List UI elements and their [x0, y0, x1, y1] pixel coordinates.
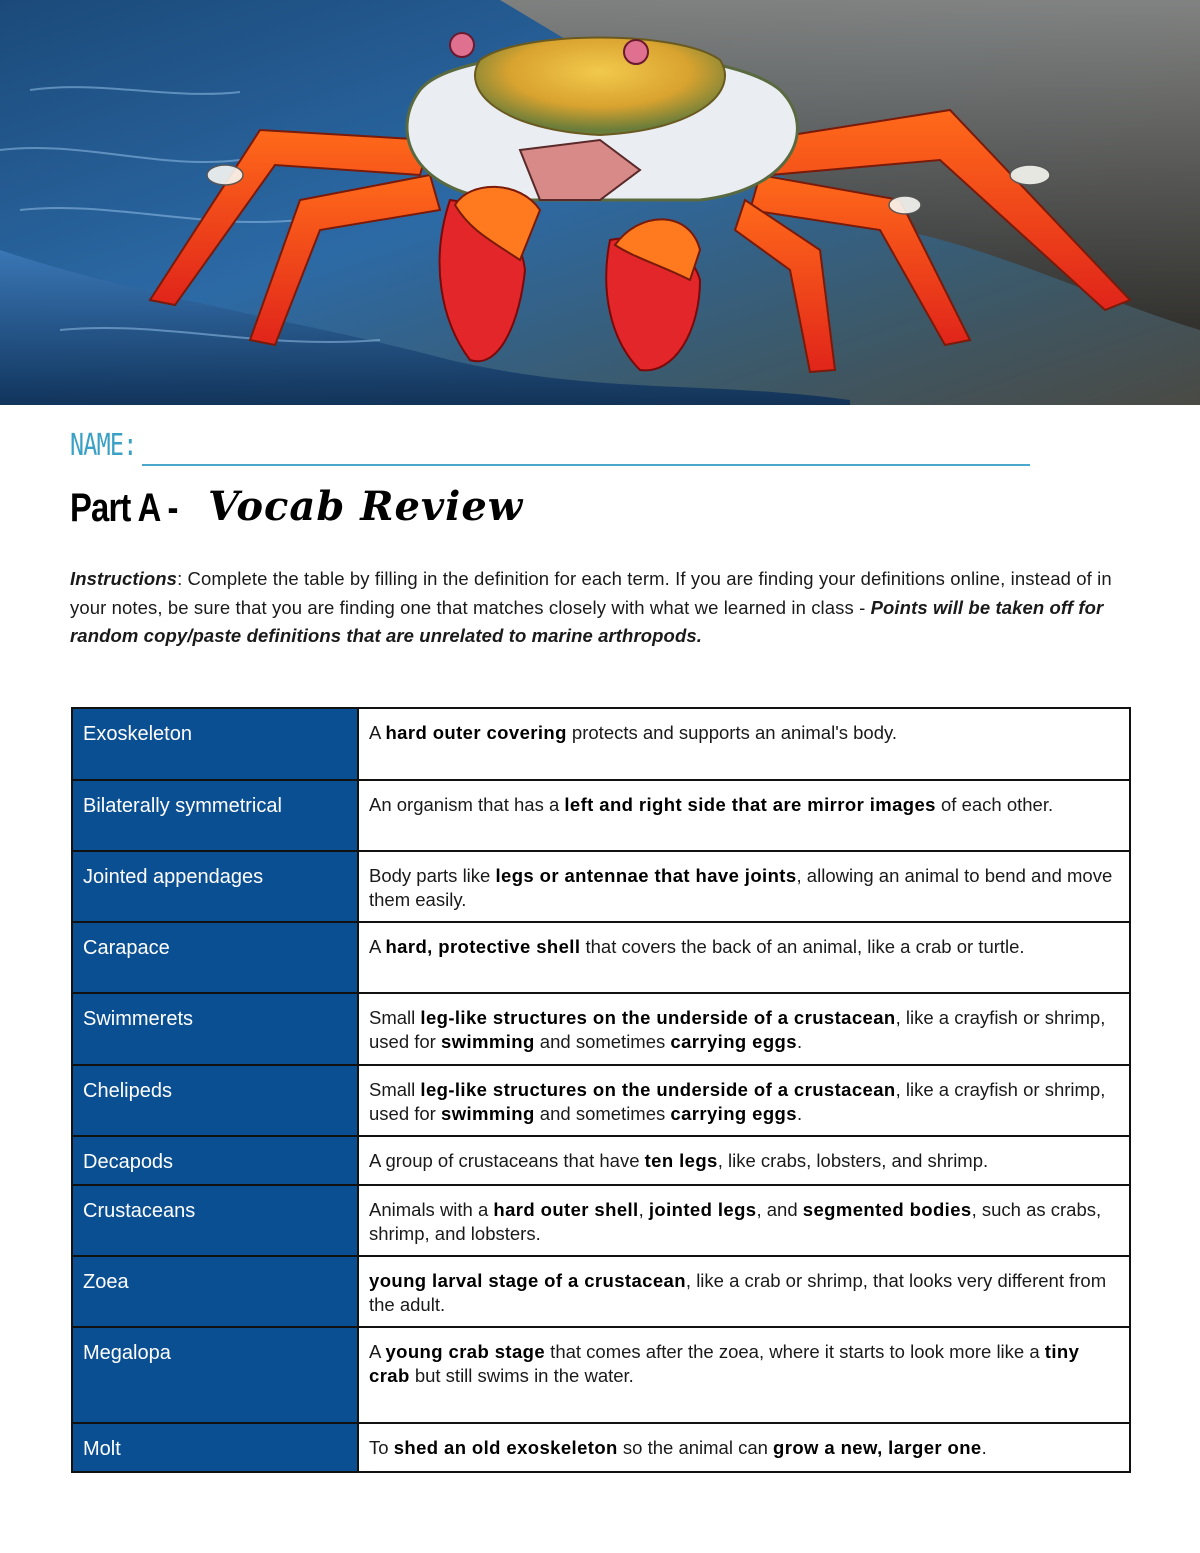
instructions-warning: Points will be taken off for random copy/paste definitions that are unrelated to marine arthropods. [70, 596, 1104, 646]
definition-cell[interactable] [358, 1423, 1130, 1472]
term-cell: Megalopa [72, 1327, 358, 1423]
table-row [72, 708, 1130, 780]
definition-text: , like a crayfish or shrimp, used for [369, 1007, 1106, 1052]
definition-text: and sometimes [534, 1031, 671, 1052]
definition-text: To [369, 1437, 394, 1458]
definition-bold-text: carrying eggs [670, 1031, 797, 1052]
definition-text: , like crabs, lobsters, and shrimp. [717, 1150, 989, 1171]
table-row [72, 1065, 1130, 1136]
definition-cell[interactable] [358, 1065, 1130, 1136]
definition-bold-text: leg-like structures on the underside of a crustacean [420, 1079, 896, 1100]
definition-text: An organism that has a [369, 794, 565, 815]
definition-text: Body parts like [369, 865, 496, 886]
definition-text: Small [369, 1007, 421, 1028]
definition-cell[interactable] [358, 708, 1130, 780]
definition-cell[interactable] [358, 922, 1130, 993]
definition-text: but still swims in the water. [409, 1365, 634, 1386]
definition-bold-text: shed an old exoskeleton [393, 1437, 618, 1458]
definition-text: A [369, 1341, 386, 1362]
definition-text: , [638, 1199, 649, 1220]
term-cell: Crustaceans [72, 1185, 358, 1256]
definition-cell[interactable] [358, 851, 1130, 922]
definition-text: of each other. [935, 794, 1054, 815]
table-row [72, 1423, 1130, 1472]
table-row [72, 922, 1130, 993]
definition-bold-text: hard, protective shell [385, 936, 581, 957]
definition-text: so the animal can [617, 1437, 774, 1458]
title-script: Vocab Review [208, 483, 524, 530]
definition-bold-text: carrying eggs [670, 1103, 797, 1124]
definition-bold-text: legs or antennae that have joints [495, 865, 797, 886]
term-cell: Jointed appendages [72, 851, 358, 922]
definition-cell[interactable] [358, 1136, 1130, 1185]
definition-text: Animals with a [369, 1199, 494, 1220]
definition-text: , like a crayfish or shrimp, used for [369, 1079, 1106, 1124]
table-row [72, 993, 1130, 1065]
table-row [72, 1136, 1130, 1185]
term-cell: Bilaterally symmetrical [72, 780, 358, 851]
term-cell: Molt [72, 1423, 358, 1472]
term-cell: Decapods [72, 1136, 358, 1185]
definition-bold-text: grow a new, larger one [773, 1437, 982, 1458]
definition-text: . [796, 1103, 803, 1124]
definition-text: Small [369, 1079, 421, 1100]
definition-text: , such as crabs, shrimp, and lobsters. [369, 1199, 1102, 1244]
definition-text: , and [756, 1199, 803, 1220]
definition-text: A [369, 936, 386, 957]
definition-cell[interactable] [358, 993, 1130, 1065]
crab-illustration [0, 0, 1200, 405]
definition-text: , like a crab or shrimp, that looks very different from the adult. [369, 1270, 1107, 1315]
table-row [72, 851, 1130, 922]
definition-bold-text: young larval stage of a crustacean [369, 1270, 686, 1291]
instructions-body: : Complete the table by filling in the definition for each term. If you are finding your definitions online, instead of in your notes, be sure that you are finding one that matches closely with what we learned in class - [70, 568, 1112, 618]
definition-cell[interactable] [358, 1256, 1130, 1327]
definition-bold-text: ten legs [644, 1150, 718, 1171]
definition-text: and sometimes [534, 1103, 671, 1124]
definition-text: A [369, 722, 386, 743]
vocab-table [71, 707, 1131, 1473]
instructions-label: Instructions [70, 568, 178, 589]
definition-bold-text: swimming [441, 1031, 535, 1052]
term-cell: Zoea [72, 1256, 358, 1327]
definition-text: . [796, 1031, 803, 1052]
definition-text: that comes after the zoea, where it starts to look more like a [545, 1341, 1045, 1362]
definition-bold-text: hard outer covering [385, 722, 567, 743]
definition-bold-text: jointed legs [648, 1199, 757, 1220]
vocab-table-body [72, 708, 1130, 1472]
table-row [72, 1185, 1130, 1256]
hero-crab-photo [0, 0, 1200, 405]
definition-text: , allowing an animal to bend and move them easily. [369, 865, 1113, 910]
title-part: Part A - [70, 486, 178, 530]
table-row [72, 1256, 1130, 1327]
definition-text: A group of crustaceans that have [369, 1150, 645, 1171]
definition-text: protects and supports an animal's body. [566, 722, 898, 743]
definition-bold-text: young crab stage [385, 1341, 546, 1362]
definition-bold-text: left and right side that are mirror images [564, 794, 936, 815]
name-field[interactable] [70, 425, 1030, 471]
term-cell: Exoskeleton [72, 708, 358, 780]
page-title [70, 483, 524, 546]
table-row [72, 1327, 1130, 1423]
definition-text: that covers the back of an animal, like a crab or turtle. [580, 936, 1025, 957]
definition-text: . [981, 1437, 987, 1458]
definition-bold-text: segmented bodies [802, 1199, 972, 1220]
definition-cell[interactable] [358, 780, 1130, 851]
definition-cell[interactable] [358, 1185, 1130, 1256]
definition-bold-text: swimming [441, 1103, 535, 1124]
table-row [72, 780, 1130, 851]
instructions-paragraph [70, 565, 1130, 651]
name-label: NAME: [70, 428, 137, 463]
term-cell: Chelipeds [72, 1065, 358, 1136]
term-cell: Swimmerets [72, 993, 358, 1065]
definition-bold-text: hard outer shell [493, 1199, 639, 1220]
definition-cell[interactable] [358, 1327, 1130, 1423]
definition-bold-text: leg-like structures on the underside of a crustacean [420, 1007, 896, 1028]
term-cell: Carapace [72, 922, 358, 993]
definition-bold-text: tiny crab [369, 1341, 1080, 1386]
name-underline[interactable] [142, 464, 1030, 466]
